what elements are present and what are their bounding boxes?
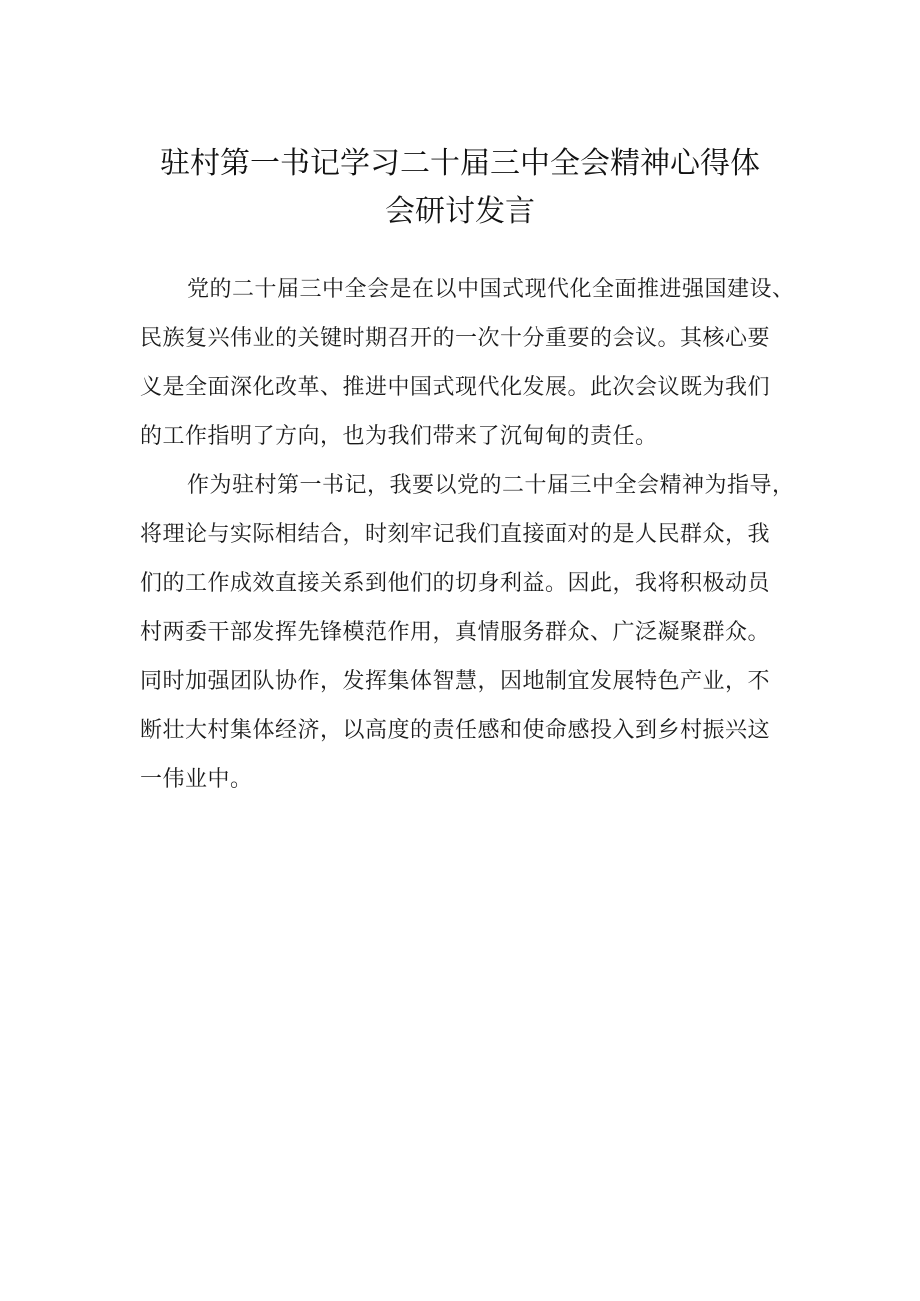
paragraph-2-line-2: 将理论与实际相结合，时刻牢记我们直接面对的是人民群众，我 — [140, 522, 771, 547]
paragraph-1-line-2: 民族复兴伟业的关键时期召开的一次十分重要的会议。其核心要 — [140, 326, 771, 351]
paragraph-1-line-4: 的工作指明了方向，也为我们带来了沉甸甸的责任。 — [140, 424, 658, 449]
title-line-2: 会研讨发言 — [385, 194, 535, 229]
paragraph-2-line-4: 村两委干部发挥先锋模范作用，真情服务群众、广泛凝聚群众。 — [140, 620, 771, 645]
paragraph-2-line-5: 同时加强团队协作，发挥集体智慧，因地制宜发展特色产业，不 — [140, 669, 771, 694]
paragraph-1-line-1: 党的二十届三中全会是在以中国式现代化全面推进强国建设、 — [187, 277, 795, 302]
paragraph-2-line-1: 作为驻村第一书记，我要以党的二十届三中全会精神为指导， — [187, 473, 795, 498]
paragraph-2-line-6: 断壮大村集体经济，以高度的责任感和使命感投入到乡村振兴这 — [140, 718, 771, 743]
title-line-1: 驻村第一书记学习二十届三中全会精神心得体 — [160, 146, 760, 181]
document-title — [120, 140, 800, 236]
paragraph-1-line-3: 义是全面深化改革、推进中国式现代化发展。此次会议既为我们 — [140, 375, 771, 400]
paragraph-2-line-3: 们的工作成效直接关系到他们的切身利益。因此，我将积极动员 — [140, 571, 771, 596]
paragraph-2-line-7: 一伟业中。 — [140, 767, 253, 792]
